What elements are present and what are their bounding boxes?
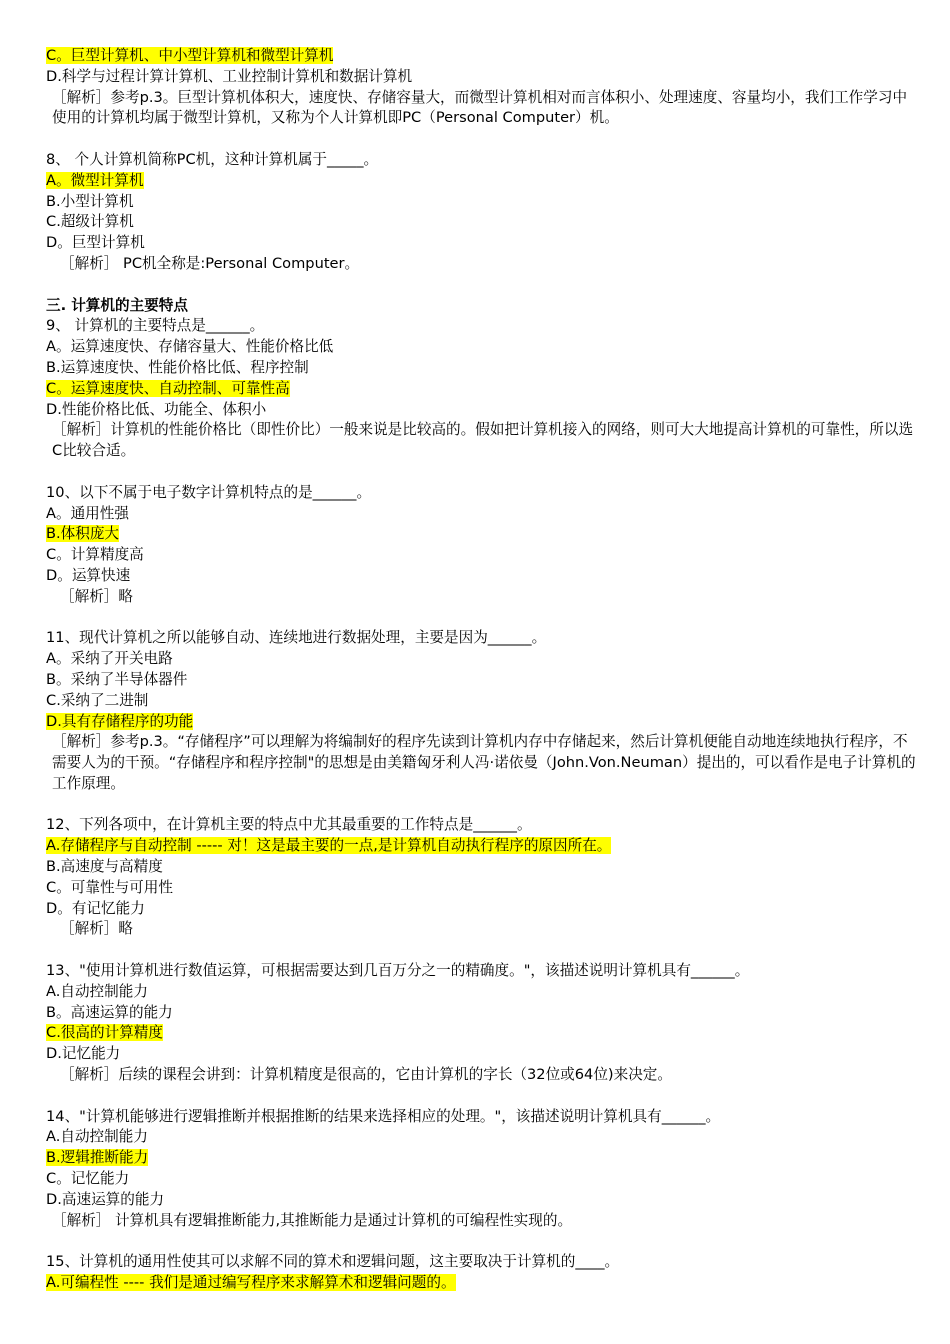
text-line xyxy=(46,1169,916,1190)
text-line xyxy=(46,192,916,213)
text-line xyxy=(46,628,916,649)
highlighted-answer-line xyxy=(46,1273,916,1294)
text-line xyxy=(46,212,916,233)
line-text: B.高速度与高精度 xyxy=(46,858,163,876)
highlighted-answer-line xyxy=(46,46,916,67)
line-text: C。计算精度高 xyxy=(46,546,144,564)
highlighted-answer-line xyxy=(46,712,916,733)
text-line xyxy=(46,1211,916,1232)
text-line xyxy=(46,337,916,358)
line-text: D.具有存储程序的功能 xyxy=(46,712,194,730)
line-text: C。可靠性与可用性 xyxy=(46,878,173,896)
text-line xyxy=(46,878,916,899)
text-line xyxy=(46,670,916,691)
text-line xyxy=(46,732,916,794)
text-line xyxy=(46,1044,916,1065)
line-text: 9、 计算机的主要特点是______。 xyxy=(46,317,265,335)
text-line xyxy=(46,400,916,421)
line-text: A.自动控制能力 xyxy=(46,982,148,1000)
line-text: 10、以下不属于电子数字计算机特点的是______。 xyxy=(46,483,372,501)
line-text: ［解析］ 计算机具有逻辑推断能力,其推断能力是通过计算机的可编程性实现的。 xyxy=(52,1211,573,1229)
line-text: ［解析］略 xyxy=(60,587,133,605)
line-text: 12、下列各项中，在计算机主要的特点中尤其最重要的工作特点是______。 xyxy=(46,816,532,834)
text-line xyxy=(46,1003,916,1024)
text-line xyxy=(46,420,916,462)
line-text: 8、 个人计算机简称PC机，这种计算机属于_____。 xyxy=(46,150,379,168)
line-text: D。运算快速 xyxy=(46,566,131,584)
blank-line xyxy=(46,275,916,296)
line-text: A。运算速度快、存储容量大、性能价格比低 xyxy=(46,338,334,356)
text-line xyxy=(46,691,916,712)
highlighted-answer-line xyxy=(46,171,916,192)
line-text: 13、"使用计算机进行数值运算，可根据需要达到几百万分之一的精确度。"，该描述说明计算机具有______。 xyxy=(46,962,750,980)
line-text: ［解析］ PC机全称是:Personal Computer。 xyxy=(60,254,360,272)
blank-line xyxy=(46,940,916,961)
line-text: D.记忆能力 xyxy=(46,1045,121,1063)
text-line xyxy=(46,919,916,940)
line-text: D.性能价格比低、功能全、体积小 xyxy=(46,400,267,418)
line-text: A。通用性强 xyxy=(46,504,129,522)
text-line xyxy=(46,233,916,254)
text-line xyxy=(46,88,916,130)
text-line xyxy=(46,545,916,566)
text-line xyxy=(46,358,916,379)
text-line xyxy=(46,150,916,171)
line-text: A.存储程序与自动控制 ----- 对！这是最主要的一点,是计算机自动执行程序的原因所在。 xyxy=(46,837,612,855)
line-text: 三. 计算机的主要特点 xyxy=(46,296,188,314)
text-line xyxy=(46,67,916,88)
line-text: C.采纳了二进制 xyxy=(46,691,149,709)
highlighted-answer-line xyxy=(46,836,916,857)
line-text: ［解析］参考p.3。巨型计算机体积大，速度快、存储容量大，而微型计算机相对而言体积小、处理速度、容量均小，我们工作学习中使用的计算机均属于微型计算机，又称为个人计算机即PC（Personal Computer）机。 xyxy=(52,88,908,127)
line-text: ［解析］计算机的性能价格比（即性价比）一般来说是比较高的。假如把计算机接入的网络，则可大大地提高计算机的可靠性，所以选C比较合适。 xyxy=(52,421,914,460)
line-text: B.逻辑推断能力 xyxy=(46,1149,149,1167)
text-line xyxy=(46,815,916,836)
text-line xyxy=(46,961,916,982)
text-line xyxy=(46,587,916,608)
text-line xyxy=(46,899,916,920)
line-text: ［解析］后续的课程会讲到：计算机精度是很高的，它由计算机的字长（32位或64位)来决定。 xyxy=(60,1066,672,1084)
highlighted-answer-line xyxy=(46,379,916,400)
text-line xyxy=(46,1107,916,1128)
highlighted-answer-line xyxy=(46,524,916,545)
line-text: ［解析］略 xyxy=(60,920,133,938)
highlighted-answer-line xyxy=(46,1023,916,1044)
text-line xyxy=(46,982,916,1003)
line-text: C.很高的计算精度 xyxy=(46,1024,163,1042)
line-text: 11、现代计算机之所以能够自动、连续地进行数据处理，主要是因为______。 xyxy=(46,629,547,647)
line-text: C。记忆能力 xyxy=(46,1170,130,1188)
text-line xyxy=(46,504,916,525)
highlighted-answer-line xyxy=(46,1148,916,1169)
blank-line xyxy=(46,1086,916,1107)
line-text: D。有记忆能力 xyxy=(46,899,145,917)
line-text: B。高速运算的能力 xyxy=(46,1003,173,1021)
text-line xyxy=(46,1065,916,1086)
line-text: D.科学与过程计算计算机、工业控制计算机和数据计算机 xyxy=(46,67,413,85)
text-line xyxy=(46,316,916,337)
text-line xyxy=(46,1252,916,1273)
text-line xyxy=(46,1127,916,1148)
line-text: ［解析］参考p.3。“存储程序”可以理解为将编制好的程序先读到计算机内存中存储起来，然后计算机便能自动地连续地执行程序，不需要人为的干预。“存储程序和程序控制"的思想是由美籍匈牙利人冯·诺依曼（John.Von.Neuman）提出的，可以看作是电子计算机的工作原理。 xyxy=(52,733,916,792)
line-text: A。采纳了开关电路 xyxy=(46,650,173,668)
blank-line xyxy=(46,608,916,629)
text-line xyxy=(46,483,916,504)
blank-line xyxy=(46,795,916,816)
line-text: A.自动控制能力 xyxy=(46,1128,148,1146)
text-line xyxy=(46,1190,916,1211)
line-text: 14、"计算机能够进行逻辑推断并根据推断的结果来选择相应的处理。"，该描述说明计算机具有______。 xyxy=(46,1107,721,1125)
line-text: C。巨型计算机、中小型计算机和微型计算机 xyxy=(46,47,334,64)
line-text: C。运算速度快、自动控制、可靠性高 xyxy=(46,379,290,397)
document-page xyxy=(46,46,916,1294)
line-text: A。微型计算机 xyxy=(46,171,144,189)
blank-line xyxy=(46,129,916,150)
line-text: D。巨型计算机 xyxy=(46,234,145,252)
line-text: D.高速运算的能力 xyxy=(46,1190,165,1208)
blank-line xyxy=(46,462,916,483)
line-text: A.可编程性 ---- 我们是通过编写程序来求解算术和逻辑问题的。 xyxy=(46,1274,456,1292)
line-text: 15、计算机的通用性使其可以求解不同的算术和逻辑问题，这主要取决于计算机的____。 xyxy=(46,1253,620,1271)
text-line xyxy=(46,649,916,670)
text-line xyxy=(46,857,916,878)
line-text: B.小型计算机 xyxy=(46,192,134,210)
blank-line xyxy=(46,1231,916,1252)
text-line xyxy=(46,566,916,587)
text-line xyxy=(46,254,916,275)
line-text: B.运算速度快、性能价格比低、程序控制 xyxy=(46,358,309,376)
line-text: B。采纳了半导体器件 xyxy=(46,670,188,688)
section-heading xyxy=(46,296,916,317)
line-text: B.体积庞大 xyxy=(46,525,120,543)
line-text: C.超级计算机 xyxy=(46,213,134,231)
